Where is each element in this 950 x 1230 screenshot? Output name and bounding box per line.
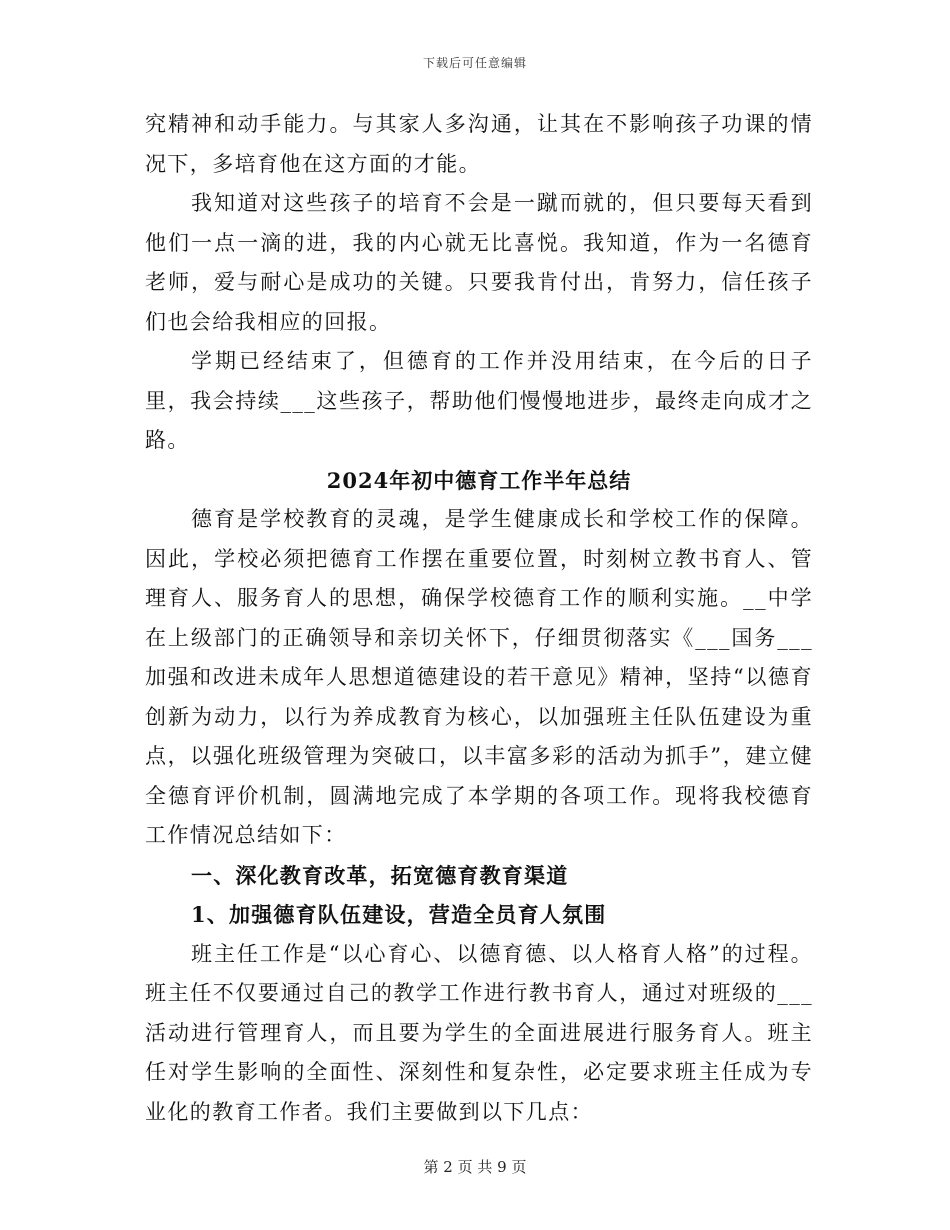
paragraph-continuation: 究精神和动手能力。与其家人多沟通，让其在不影响孩子功课的情况下，多培育他在这方面的才能。 xyxy=(145,112,813,176)
paragraph-class-teacher: 班主任工作是“以心育心、以德育德、以人格育人格”的过程。班主任不仅要通过自己的教学工作进行教书育人，通过对班级的___活动进行管理育人，而且要为学生的全面进展进行服务育人。班主任对学生影响的全面性、深刻性和复杂性，必定要求班主任成为专业化的教育工作者。我们主要做到以下几点： xyxy=(145,941,813,1124)
paragraph-patience: 我知道对这些孩子的培育不会是一蹴而就的，但只要每天看到他们一点一滴的进，我的内心就无比喜悦。我知道，作为一名德育老师，爱与耐心是成功的关键。只要我肯付出，肯努力，信任孩子们也会给我相应的回报。 xyxy=(145,191,813,334)
paragraph-semester-end: 学期已经结束了，但德育的工作并没用结束，在今后的日子里，我会持续___这些孩子，帮助他们慢慢地进步，最终走向成才之路。 xyxy=(145,349,813,452)
subsection-heading-1: 1、加强德育队伍建设，营造全员育人氛围 xyxy=(191,902,607,927)
paragraph-introduction: 德育是学校教育的灵魂，是学生健康成长和学校工作的保障。因此，学校必须把德育工作摆在重要位置，时刻树立教书育人、管理育人、服务育人的思想，确保学校德育工作的顺利实施。__中学在上级部门的正确领导和亲切关怀下，仔细贯彻落实《___国务___加强和改进未成年人思想道德建设的若干意见》精神，坚持“以德育创新为动力，以行为养成教育为核心，以加强班主任队伍建设为重点，以强化班级管理为突破口，以丰富多彩的活动为抓手”，建立健全德育评价机制，圆满地完成了本学期的各项工作。现将我校德育工作情况总结如下： xyxy=(145,507,813,847)
page-header: 下载后可任意编辑 xyxy=(422,56,527,70)
document-title: 2024年初中德育工作半年总结 xyxy=(326,467,632,493)
page-footer: 第 2 页 共 9 页 xyxy=(423,1158,527,1176)
section-heading-1: 一、深化教育改革，拓宽德育教育渠道 xyxy=(191,862,569,888)
document-body xyxy=(145,105,813,1132)
